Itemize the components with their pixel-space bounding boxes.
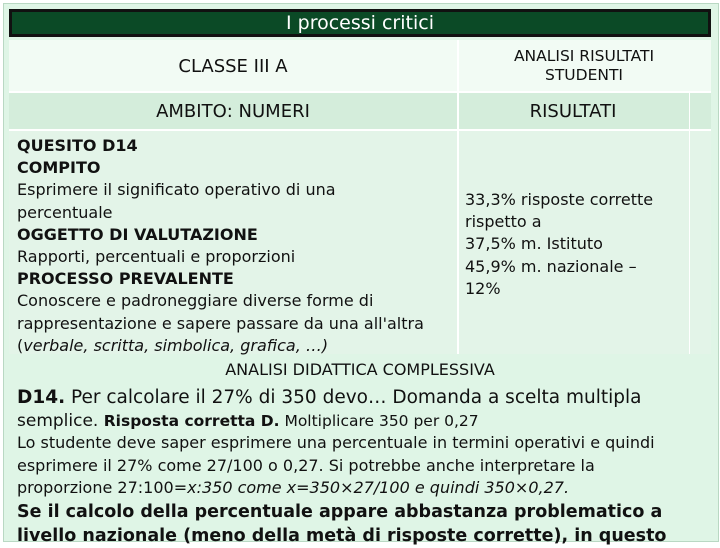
ambito-value: : NUMERI <box>226 100 310 122</box>
table-extra-column <box>689 92 711 130</box>
table-extra-column-body <box>689 130 711 354</box>
risultati-header-cell <box>457 92 689 130</box>
answer-line <box>17 410 707 432</box>
conclusion-line2: livello nazionale (meno della metà di risposte corrette), in questo <box>17 525 667 546</box>
results-line3: 37,5% m. Istituto <box>465 234 603 254</box>
task-label: COMPITO <box>17 158 101 178</box>
conclusion-line1: Se il calcolo della percentuale appare abbastanza problematico a <box>17 501 663 522</box>
didactic-analysis-title: ANALISI DIDATTICA COMPLESSIVA <box>225 359 495 379</box>
proportion-formula: x:350 come x=350×27/100 e quindi 350×0,27. <box>187 478 570 497</box>
semplice-text: semplice. <box>17 411 104 431</box>
didactic-analysis-header <box>9 356 711 382</box>
class-cell <box>9 40 457 92</box>
paren-open: ( <box>17 335 24 355</box>
results-line5: 12% <box>465 278 501 298</box>
analysis-paragraph-line2: esprimere il 27% come 27/100 o 0,27. Si potrebbe anche interpretare la <box>17 455 595 475</box>
d14-label: D14. <box>17 387 66 408</box>
results-line1: 33,3% risposte corrette <box>465 190 654 209</box>
analysis-results-header: ANALISI RISULTATI STUDENTI <box>513 46 655 84</box>
results-line4: 45,9% m. nazionale – <box>465 256 637 276</box>
slide-title <box>9 9 711 37</box>
task-text-line2: percentuale <box>17 202 113 222</box>
main-process-text-line2: rappresentazione e sapere passare da una all'altra <box>17 313 424 333</box>
task-text-line1: Esprimere il significato operativo di una <box>17 180 336 200</box>
question-id: QUESITO D14 <box>17 136 138 155</box>
main-process-text-line1: Conoscere e padroneggiare diverse forme di <box>17 291 374 311</box>
analysis-paragraph-line1: Lo studente deve saper esprimere una percentuale in termini operativi e quindi <box>17 433 655 452</box>
analysis-paragraph-line3 <box>17 477 707 500</box>
evaluation-object-text: Rapporti, percentuali e proporzioni <box>17 247 296 267</box>
results-line2: rispetto a <box>465 212 542 232</box>
d14-question: Per calcolare il 27% di 350 devo… Domanda a scelta multipla <box>65 387 642 408</box>
didactic-analysis-body <box>17 386 707 548</box>
proportion-text: proporzione 27:100= <box>17 478 188 497</box>
question-details-cell <box>9 130 457 354</box>
correct-answer-text: Moltiplicare 350 per 0,27 <box>279 412 479 430</box>
risultati-header: RISULTATI <box>529 100 617 122</box>
results-cell <box>457 130 689 354</box>
slide-title-text: I processi critici <box>286 12 434 34</box>
main-process-label: PROCESSO PREVALENTE <box>17 269 234 289</box>
ambito-label: AMBITO <box>156 100 227 122</box>
representation-forms: verbale, scritta, simbolica, grafica, …) <box>23 335 329 355</box>
evaluation-object-label: OGGETTO DI VALUTAZIONE <box>17 224 258 244</box>
table-column-divider <box>457 40 459 354</box>
table-row-divider-1 <box>9 91 711 93</box>
class-label: CLASSE III A <box>178 55 288 77</box>
table-row-divider-2 <box>9 129 711 131</box>
d14-line <box>17 386 707 410</box>
analysis-results-header-cell <box>457 40 711 92</box>
correct-answer-label: Risposta corretta D. <box>103 412 280 430</box>
ambito-cell <box>9 92 457 130</box>
main-process-text-line3 <box>17 335 457 357</box>
